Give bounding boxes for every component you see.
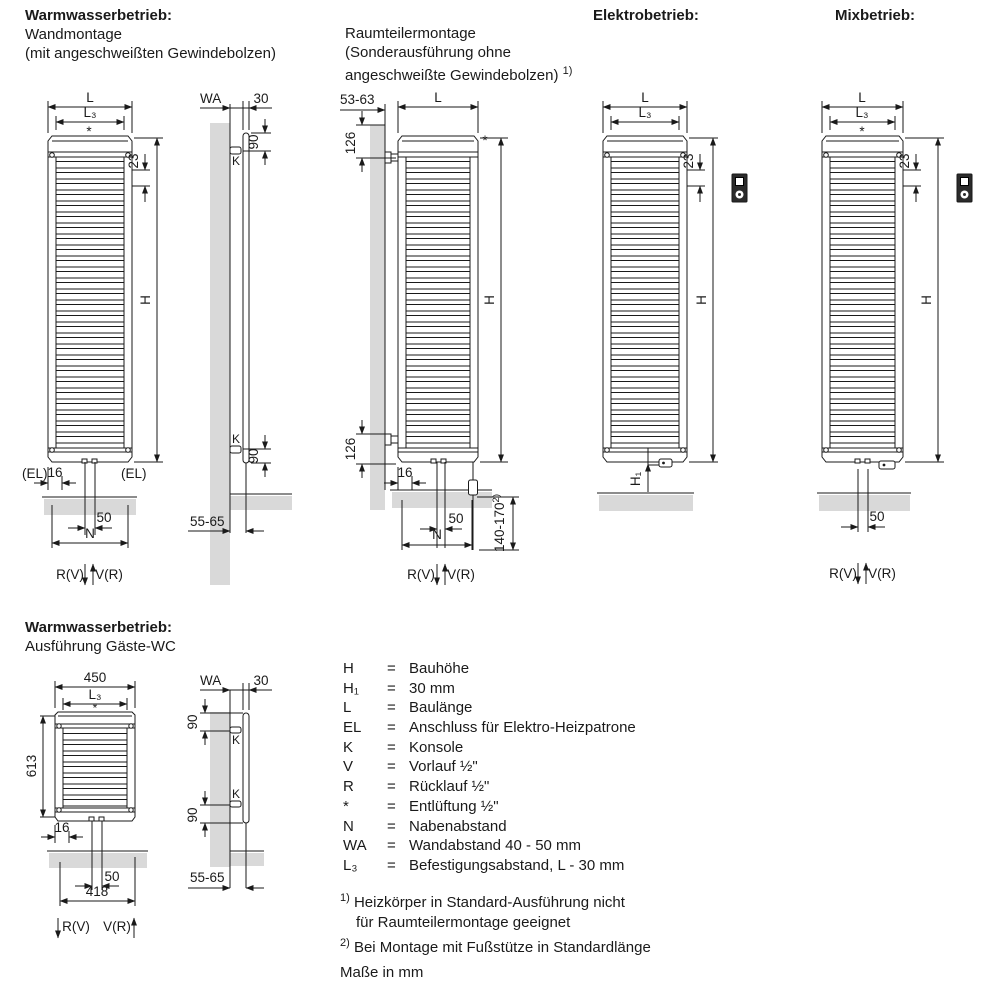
legend-symbol: R [343, 778, 354, 796]
legend-symbol: EL [343, 719, 362, 737]
legend-equals: = [387, 778, 396, 796]
legend-symbol: K [343, 738, 354, 756]
dim-90-top-label: 90 [185, 714, 200, 730]
section-header-mix: Mixbetrieb: [835, 7, 916, 24]
legend-text: Vorlauf ½" [409, 758, 478, 776]
legend-text: Rücklauf ½" [409, 778, 490, 796]
section-title: Warmwasserbetrieb: [25, 619, 172, 636]
elektro-drawing [597, 90, 747, 511]
vent-star-label: * [859, 124, 865, 139]
legend-symbol: * [343, 797, 349, 815]
ruecklauf-label: R(V) [407, 567, 435, 582]
legend-symbol: V [343, 758, 354, 776]
legend-row [343, 680, 636, 700]
legend-text: Konsole [409, 738, 464, 756]
dim-n-label: N [85, 526, 95, 541]
raumteiler-drawing [340, 90, 519, 585]
dim-30-label: 30 [253, 91, 269, 106]
dim-l-label: L [434, 90, 442, 105]
section-title: Warmwasserbetrieb: [25, 7, 172, 24]
vent-star-label: * [86, 124, 92, 139]
legend-equals: = [387, 699, 396, 717]
section-line1: Raumteilermontage [345, 25, 476, 42]
legend-equals: = [387, 660, 396, 677]
dim-stand-height-value: 140-170 [492, 502, 507, 552]
dim-16-label: 16 [47, 465, 63, 480]
dim-h-label: H [138, 295, 153, 305]
dim-h-label: H [919, 295, 934, 305]
dim-l3-label: L₃ [83, 105, 97, 120]
dim-50-label: 50 [96, 510, 112, 525]
legend-symbol: L₃ [343, 856, 358, 874]
vent-star-label: * [482, 133, 488, 148]
legend-row [343, 719, 636, 739]
dim-l-label: L [86, 90, 94, 105]
vent-star-label: * [92, 701, 98, 715]
legend-equals: = [387, 758, 396, 776]
dim-90-bottom-label: 90 [185, 807, 200, 823]
legend-symbol: WA [343, 837, 367, 855]
legend-text: Befestigungsabstand, L - 30 mm [409, 856, 625, 874]
dim-h-label: H [482, 295, 497, 305]
legend-row [343, 739, 636, 759]
dim-50-label: 50 [869, 509, 885, 524]
legend-equals: = [387, 817, 396, 835]
legend-row [343, 818, 636, 838]
console-k-bottom-label: K [231, 432, 241, 446]
dim-50-label: 50 [104, 869, 120, 884]
dim-wa-label: WA [200, 673, 222, 688]
dim-n-label: N [432, 527, 442, 542]
legend-symbol: N [343, 817, 354, 835]
dim-l3-label: L₃ [638, 105, 652, 120]
gaeste-side-drawing [185, 673, 272, 888]
legend-row [343, 837, 636, 857]
dim-23-label: 23 [126, 153, 141, 169]
dim-23-label: 23 [897, 153, 912, 169]
footnotes [340, 888, 651, 958]
dim-90-bottom-label: 90 [246, 448, 261, 464]
legend-symbol: L [343, 699, 352, 717]
dim-30-label: 30 [253, 673, 269, 688]
dim-50-label: 50 [448, 511, 464, 526]
dim-418-label: 418 [85, 884, 109, 899]
footnote-2-text: Bei Montage mit Fußstütze in Standardlänge [353, 939, 651, 956]
legend-equals: = [387, 837, 396, 855]
control-unit-icon [957, 174, 972, 202]
legend-row [343, 798, 636, 818]
dim-h1-label: H₁ [628, 471, 643, 487]
section-subtitle: Ausführung Gäste-WC [25, 638, 176, 655]
ruecklauf-label: R(V) [56, 567, 84, 582]
footnote-2-line1 [340, 933, 651, 958]
footnote-1-text: Heizkörper in Standard-Ausführung nicht [353, 894, 625, 911]
dim-l3-label: L₃ [88, 687, 102, 702]
dim-613-label: 613 [24, 754, 39, 778]
legend-equals: = [387, 856, 396, 874]
dim-16-label: 16 [54, 820, 70, 835]
section-subtitle2: (mit angeschweißten Gewindebolzen) [25, 45, 276, 62]
section-line2: (Sonderausführung ohne [345, 44, 511, 61]
control-unit-icon [732, 174, 747, 202]
gaeste-front-drawing [24, 670, 148, 938]
legend-row [343, 699, 636, 719]
legend-equals: = [387, 797, 396, 815]
footnote-ref-1: 1) [562, 65, 573, 77]
dim-90-top-label: 90 [246, 134, 261, 150]
legend-text: Wandabstand 40 - 50 mm [409, 837, 582, 855]
footnote-1-marker: 1) [340, 892, 350, 904]
console-k-top-label: K [231, 733, 241, 747]
footnote-ref-2: 2) [491, 494, 502, 503]
dim-l3-label: L₃ [855, 105, 869, 120]
legend-row [343, 758, 636, 778]
dim-l-label: L [641, 90, 649, 105]
legend-symbol: H [343, 660, 354, 677]
legend-equals: = [387, 679, 396, 697]
footnote-2-marker: 2) [340, 937, 350, 949]
dim-16-label: 16 [397, 465, 413, 480]
dim-h-label: H [694, 295, 709, 305]
console-k-top-label: K [231, 154, 241, 168]
section-subtitle: Wandmontage [25, 26, 123, 43]
legend-text: Anschluss für Elektro-Heizpatrone [409, 719, 636, 737]
legend-row [343, 660, 636, 680]
footnote-1-line2: für Raumteilermontage geeignet [356, 914, 571, 931]
dim-wa-label: WA [200, 91, 222, 106]
dim-l-label: L [858, 90, 866, 105]
vorlauf-label: V(R) [868, 566, 896, 581]
vorlauf-label: V(R) [95, 567, 123, 582]
vorlauf-label: V(R) [103, 919, 131, 934]
legend-text: Bauhöhe [409, 660, 470, 677]
dim-5363-label: 53-63 [340, 92, 375, 107]
wand-side-drawing [188, 91, 292, 585]
legend-symbol: H₁ [343, 679, 359, 697]
legend-equals: = [387, 738, 396, 756]
section-header-elektro: Elektrobetrieb: [593, 7, 699, 24]
legend-equals: = [387, 719, 396, 737]
legend-text: Nabenabstand [409, 817, 507, 835]
el-right-label: (EL) [121, 466, 147, 481]
el-left-label: (EL) [22, 466, 48, 481]
legend-text: 30 mm [409, 679, 455, 697]
units-note: Maße in mm [340, 964, 424, 981]
ruecklauf-label: R(V) [829, 566, 857, 581]
legend [343, 660, 636, 877]
section-line3-text: angeschweißte Gewindebolzen) [345, 67, 563, 84]
legend-row [343, 778, 636, 798]
dim-450-label: 450 [83, 670, 107, 685]
dim-23-label: 23 [681, 153, 696, 169]
legend-row [343, 857, 636, 877]
legend-text: Entlüftung ½" [409, 797, 499, 815]
ruecklauf-label: R(V) [62, 919, 90, 934]
vorlauf-label: V(R) [447, 567, 475, 582]
legend-text: Baulänge [409, 699, 473, 717]
dim-126-bottom-label: 126 [343, 437, 358, 461]
console-k-bottom-label: K [231, 787, 241, 801]
wand-front-drawing [22, 90, 163, 585]
dim-5565-label: 55-65 [190, 870, 225, 885]
dim-5565-label: 55-65 [190, 514, 225, 529]
footnote-1-line1 [340, 888, 651, 913]
dim-126-top-label: 126 [343, 131, 358, 155]
dim-stand-height-label [491, 494, 507, 552]
mix-drawing [817, 90, 972, 584]
